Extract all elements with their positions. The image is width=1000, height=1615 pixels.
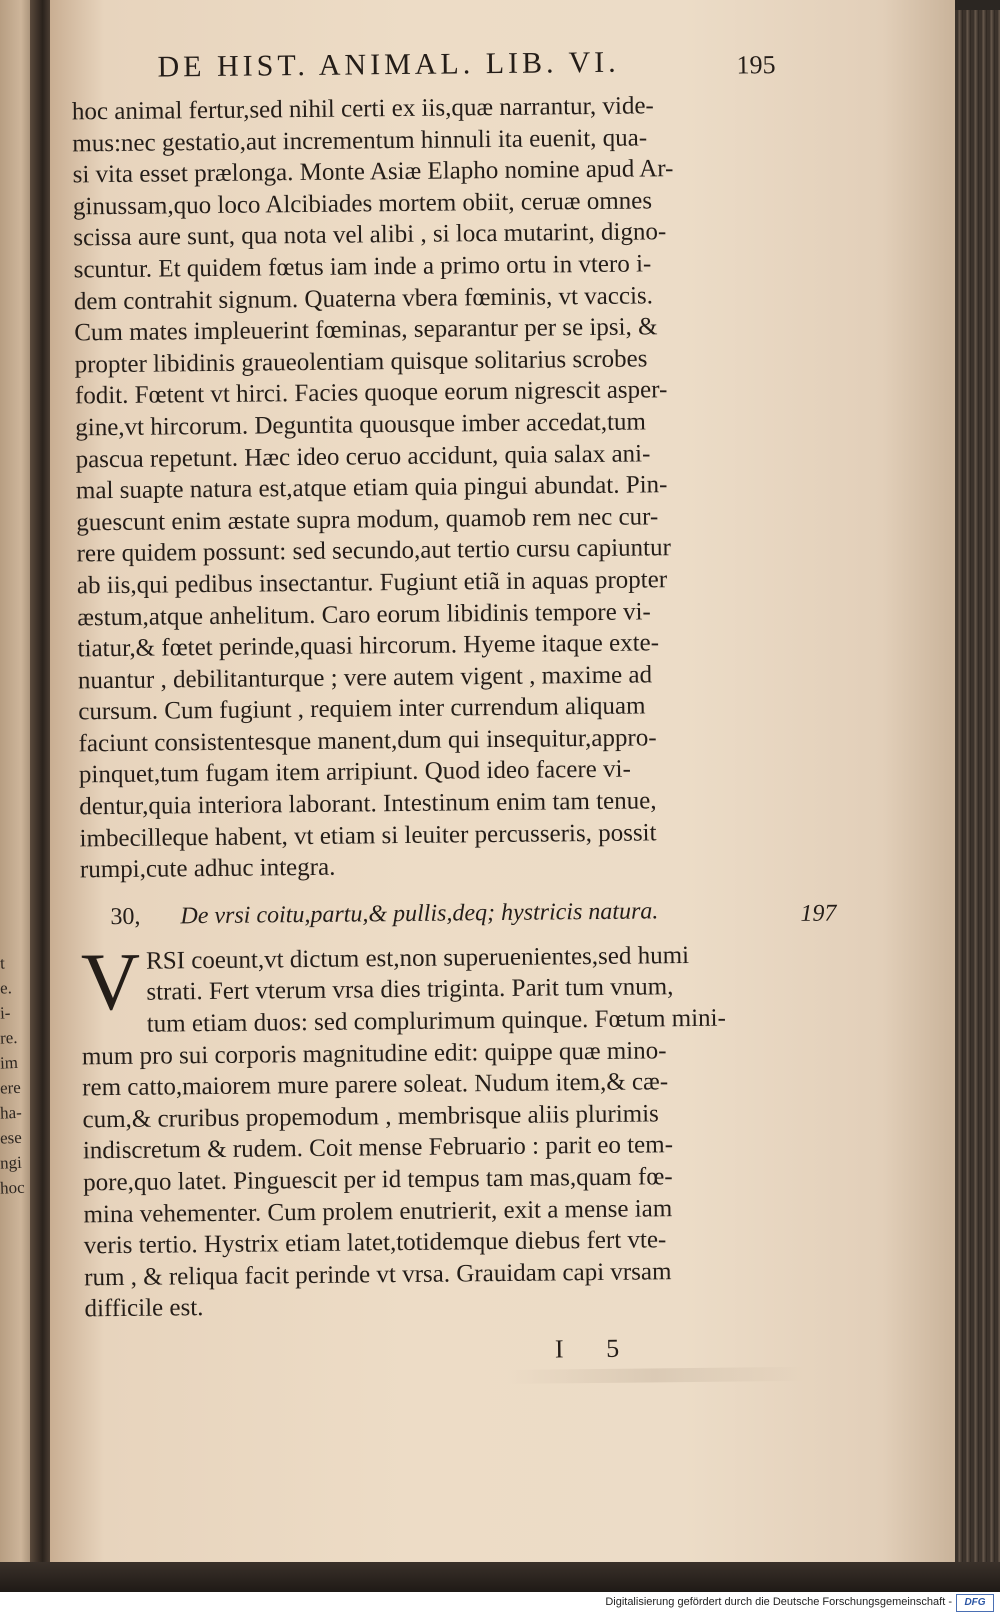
margin-fragment: i- (0, 1003, 11, 1023)
margin-fragment: e. (0, 978, 13, 998)
funding-credit: Digitalisierung gefördert durch die Deutsche Forschungsgemeinschaft - (605, 1596, 952, 1608)
text-line: rum , & reliqua facit perinde vt vrsa. Grauidam capi vrsam (84, 1257, 672, 1292)
running-header (71, 44, 911, 97)
text-line: ab iis,qui pedibus insectantur. Fugiunt etiã in aquas propter (76, 566, 668, 600)
text-line: rere quidem possunt: sed secundo,aut tertio cursu capiuntur (76, 534, 672, 568)
text-line: indiscretum & rudem. Coit mense Februario : parit eo tem- (82, 1131, 674, 1165)
text-line: tum etiam duos: sed complurimum quinque. Fœtum mini- (146, 1004, 727, 1038)
chapter-number: 30, (110, 903, 141, 930)
drop-capital: V (80, 935, 141, 1028)
paragraph-2 (81, 937, 925, 1325)
margin-fragment: im (0, 1052, 19, 1073)
text-line: cursum. Cum fugiunt , requiem inter currendum aliquam (78, 692, 646, 726)
text-line: dentur,quia interiora laborant. Intestinum enim tam tenue, (79, 787, 657, 821)
text-line: tiatur,& fœtet perinde,quasi hircorum. Hyeme itaque exte- (77, 629, 660, 663)
scan-bottom-shadow (0, 1562, 1000, 1592)
running-title: DE HIST. ANIMAL. LIB. VI. (157, 45, 620, 84)
margin-fragment: re. (0, 1027, 18, 1048)
signature-mark: I 5 (554, 1333, 638, 1364)
text-line: nuantur , debilitanturque ; vere autem vigent , maxime ad (77, 661, 653, 695)
text-line: gine,vt hircorum. Deguntita quousque imber accedat,tum (75, 408, 647, 442)
margin-fragment: t (0, 953, 6, 973)
text-line: veris tertio. Hystrix etiam latet,totidemque diebus fert vte- (83, 1226, 667, 1260)
text-line: guescunt enim æstate supra modum, quamob rem nec cur- (76, 503, 659, 537)
text-line: pinquet,tum fugam item arripiunt. Quod ideo facere vi- (78, 756, 631, 789)
text-line: pore,quo latet. Pinguescit per id tempus tam mas,quam fœ- (83, 1163, 673, 1197)
text-line: ginussam,quo loco Alcibiades mortem obiit, ceruæ omnes (72, 187, 653, 221)
text-line: fodit. Fœtent vt hirci. Facies quoque eorum nigrescit asper- (74, 376, 668, 410)
text-line: Cum mates impleuerint fœminas, separantur per se ipsi, & (74, 313, 658, 347)
text-line: æstum,atque anhelitum. Caro eorum libidinis tempore vi- (77, 597, 651, 631)
text-line: mum pro sui corporis magnitudine edit: quippe quæ mino- (81, 1036, 667, 1071)
text-line: hoc animal fertur,sed nihil certi ex iis,quæ narrantur, vide- (71, 92, 654, 126)
text-line: strati. Fert vterum vrsa dies triginta. Parit tum vnum, (146, 973, 674, 1007)
text-line: mus:nec gestatio,aut incrementum hinnuli ita euenit, qua- (72, 124, 648, 158)
margin-reference-number: 197 (800, 900, 837, 927)
page-text (71, 44, 924, 1364)
left-margin-fragments (0, 950, 34, 1200)
text-line: rem catto,maiorem mure parere soleat. Nudum item,& cæ- (82, 1068, 669, 1102)
text-line: rumpi,cute adhuc integra. (79, 853, 336, 884)
text-line: imbecilleque habent, vt etiam si leuiter percusseris, possit (79, 819, 657, 853)
text-line: cum,& cruribus propemodum , membrisque aliis plurimis (82, 1100, 659, 1134)
text-line: pascua repetunt. Hæc ideo ceruo accidunt, quia salax ani- (75, 439, 651, 473)
paragraph-1 (72, 88, 920, 887)
page-block-edge (955, 10, 1000, 1565)
text-line: propter libidinis graueolentiam quisque solitarius scrobes (74, 345, 648, 379)
margin-fragment: ere (0, 1077, 22, 1098)
text-line: difficile est. (84, 1294, 204, 1323)
text-line: RSI coeunt,vt dictum est,non superuenientes,sed humi (145, 941, 690, 975)
text-line: dem contrahit signum. Quaterna vbera fœminis, vt vaccis. (73, 281, 654, 315)
margin-fragment: ese (0, 1127, 23, 1148)
margin-fragment: ha- (0, 1102, 23, 1123)
margin-fragment: hoc (0, 1177, 25, 1198)
text-line: faciunt consistentesque manent,dum qui insequitur,appro- (78, 724, 657, 758)
text-line: mina vehementer. Cum prolem enutrierit, exit a mense iam (83, 1194, 673, 1228)
text-line: mal suapte natura est,atque etiam quia pingui abundat. Pin- (75, 471, 668, 505)
chapter-title: De vrsi coitu,partu,& pullis,deq; hystricis natura. (180, 898, 659, 930)
dfg-logo: DFG (956, 1594, 994, 1612)
margin-fragment: ngi (0, 1152, 23, 1173)
text-line: si vita esset prælonga. Monte Asiæ Elapho nomine apud Ar- (72, 155, 674, 189)
text-line: scissa aure sunt, qua nota vel alibi , si loca mutarint, digno- (73, 218, 667, 252)
text-line: scuntur. Et quidem fœtus iam inde a primo ortu in vtero i- (73, 250, 652, 284)
folio-number: 195 (736, 50, 776, 80)
